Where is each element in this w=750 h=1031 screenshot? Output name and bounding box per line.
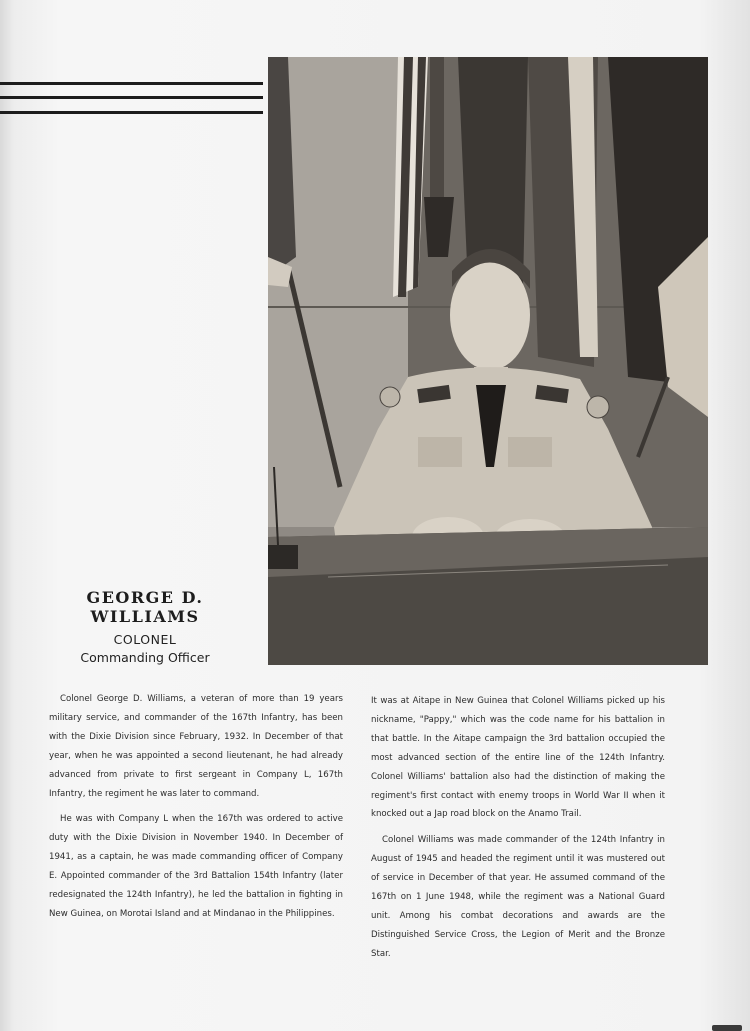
- header-rule-middle: [0, 96, 263, 99]
- officer-name: GEORGE D. WILLIAMS: [86, 588, 204, 626]
- article-paragraph: He was with Company L when the 167th was ordered to active duty with the Dixie Division in November 1940. In December of 1941, as a captain, he was made commanding officer of Company E. Appointed commander of the 3rd Battalion 154th Infantry (later redesignated the 124th Infantry), he led the battalion in fighting in New Guinea, on Morotai Island and at Mindanao in the Philippines.: [49, 814, 343, 919]
- portrait-illustration: [268, 57, 708, 665]
- article-paragraph: Colonel Williams was made commander of the 124th Infantry in August of 1945 and headed the regiment until it was mustered out of service in December of that year. He assumed command of the 167th on 1 June 1948, while the regiment was a National Guard unit. Among his combat decorations and awards are the Distinguished Service Cross, the Legion of Merit and the Bronze Star.: [371, 835, 665, 959]
- article-column-right: [371, 692, 665, 971]
- photo-caption: [45, 588, 245, 665]
- header-rule-bottom: [0, 111, 263, 114]
- article-column-left: [49, 690, 343, 931]
- portrait-photo: [268, 57, 708, 665]
- page-corner-mark: [712, 1025, 742, 1031]
- article-paragraph: Colonel George D. Williams, a veteran of more than 19 years military service, and commander of the 167th Infantry, has been with the Dixie Division since February, 1932. In December of that year, when he was appointed a second lieutenant, he had already advanced from private to first sergeant in Company L, 167th Infantry, the regiment he was later to command.: [49, 694, 343, 799]
- officer-role: Commanding Officer: [80, 650, 210, 665]
- officer-rank: COLONEL: [113, 632, 177, 647]
- article-paragraph: It was at Aitape in New Guinea that Colonel Williams picked up his nickname, "Pappy," which was the code name for his battalion in that battle. In the Aitape campaign the 3rd battalion occupied the most advanced section of the entire line of the 124th Infantry. Colonel Williams' battalion also had the distinction of making the regiment's first contact with enemy troops in World War II when it knocked out a Jap road block on the Anamo Trail.: [371, 696, 665, 820]
- header-rule-top: [0, 82, 263, 85]
